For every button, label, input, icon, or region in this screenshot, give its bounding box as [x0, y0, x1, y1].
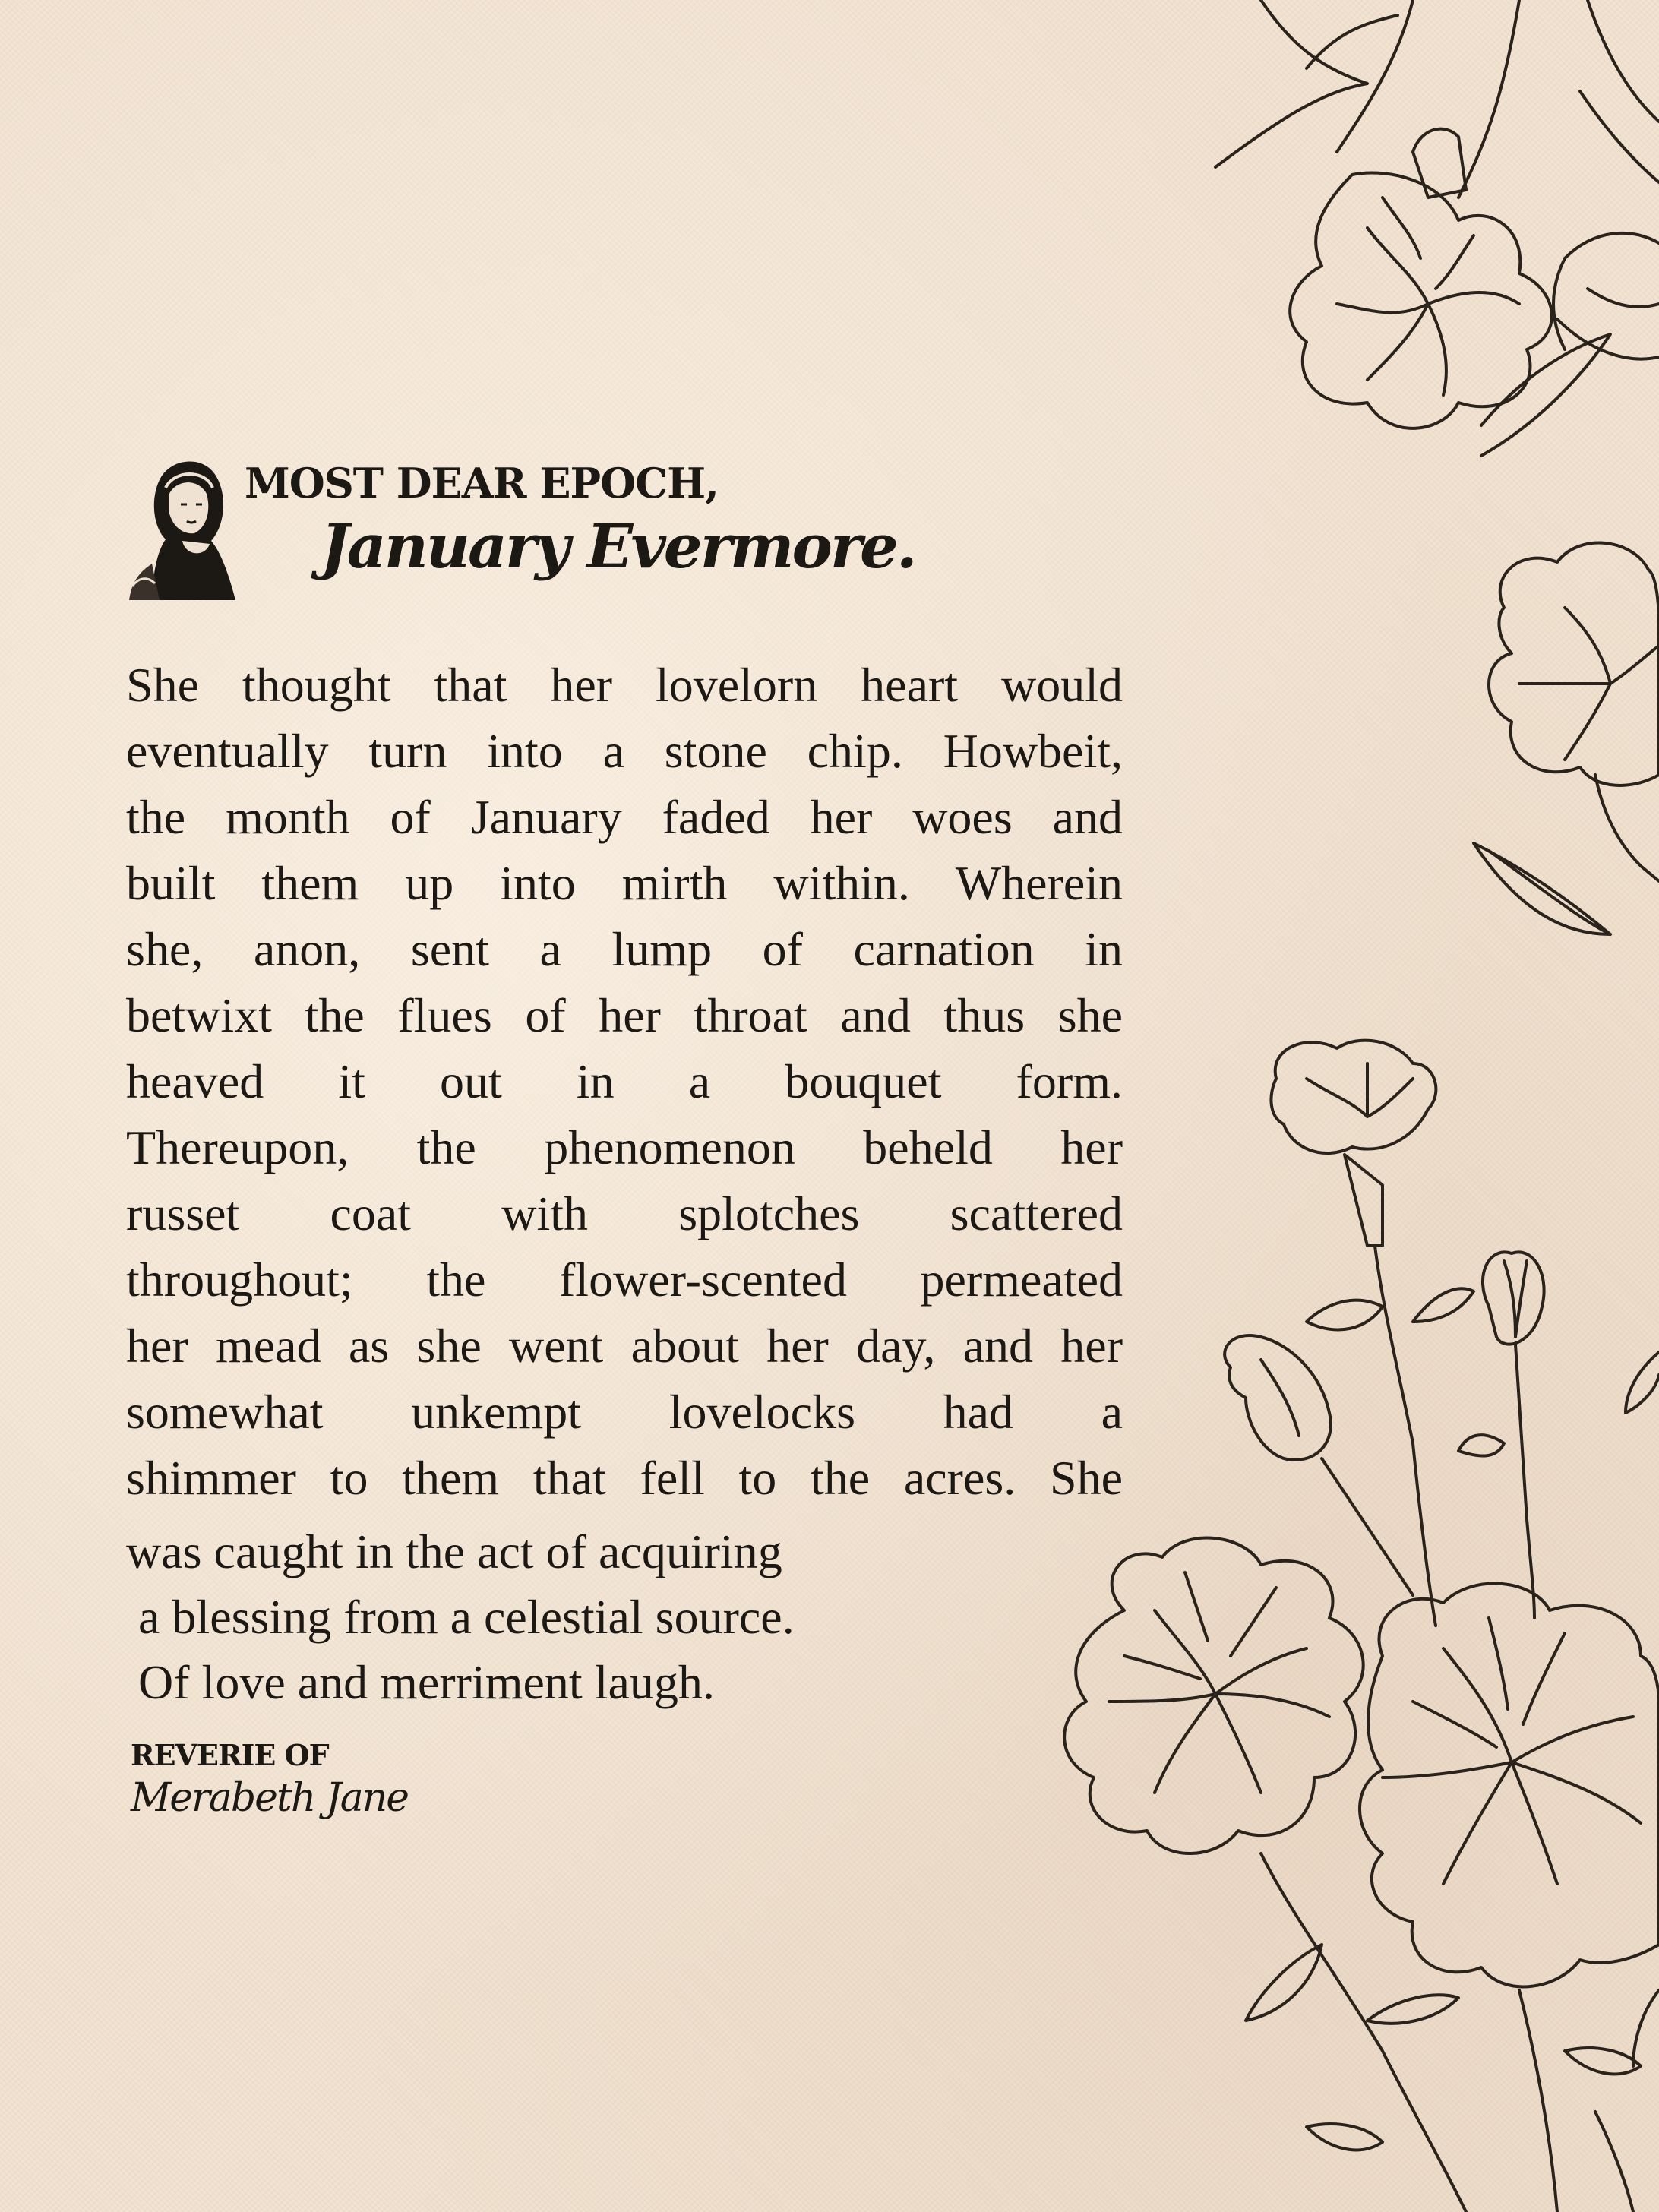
carnation-flower: [1290, 129, 1552, 428]
letter-header: [122, 450, 915, 609]
poem-line: was caught in the act of acquiring: [126, 1525, 782, 1578]
carnation-flower: [1489, 543, 1659, 881]
poem-line: shimmer to them that fell to the acres. She: [126, 1451, 1123, 1505]
portrait-icon: [122, 450, 243, 600]
letter-title: January Evermore.: [321, 510, 915, 582]
carnation-flower: [1271, 1041, 1436, 1626]
poem-line: russet coat with splotches scattered: [126, 1187, 1123, 1240]
signoff: [131, 1738, 408, 1821]
poem-line: throughout; the flower-scented permeated: [126, 1253, 1123, 1307]
poem-line: heaved it out in a bouquet form.: [126, 1054, 1123, 1108]
carnation-flower: [1360, 1584, 1659, 1987]
poem-line: her mead as she went about her day, and her: [126, 1319, 1123, 1373]
poem-line: betwixt the flues of her throat and thus she: [126, 988, 1123, 1042]
poem-line: a blessing from a celestial source.: [126, 1590, 795, 1644]
poem-line: eventually turn into a stone chip. Howbeit,: [126, 724, 1123, 778]
poem-tail: [126, 1519, 795, 1715]
poem-line: Thereupon, the phenomenon beheld her: [126, 1120, 1123, 1174]
signoff-label: REVERIE OF: [131, 1738, 329, 1772]
poem-line: somewhat unkempt lovelocks had a: [126, 1385, 1123, 1439]
carnation-illustration: [836, 0, 1659, 2212]
poem-line: she, anon, sent a lump of carnation in: [126, 922, 1123, 976]
poem-line: She thought that her lovelorn heart would: [126, 658, 1123, 712]
poem-line: Of love and merriment laugh.: [126, 1655, 715, 1709]
poem-line: built them up into mirth within. Wherein: [126, 856, 1123, 910]
poem-line: the month of January faded her woes and: [126, 790, 1123, 844]
carnation-flower: [1064, 1538, 1364, 1853]
carnation-bud: [1224, 1335, 1413, 1595]
carnation-bud: [1483, 1252, 1544, 1618]
author-name: Merabeth Jane: [131, 1775, 408, 1821]
salutation: MOST DEAR EPOCH,: [245, 459, 719, 507]
